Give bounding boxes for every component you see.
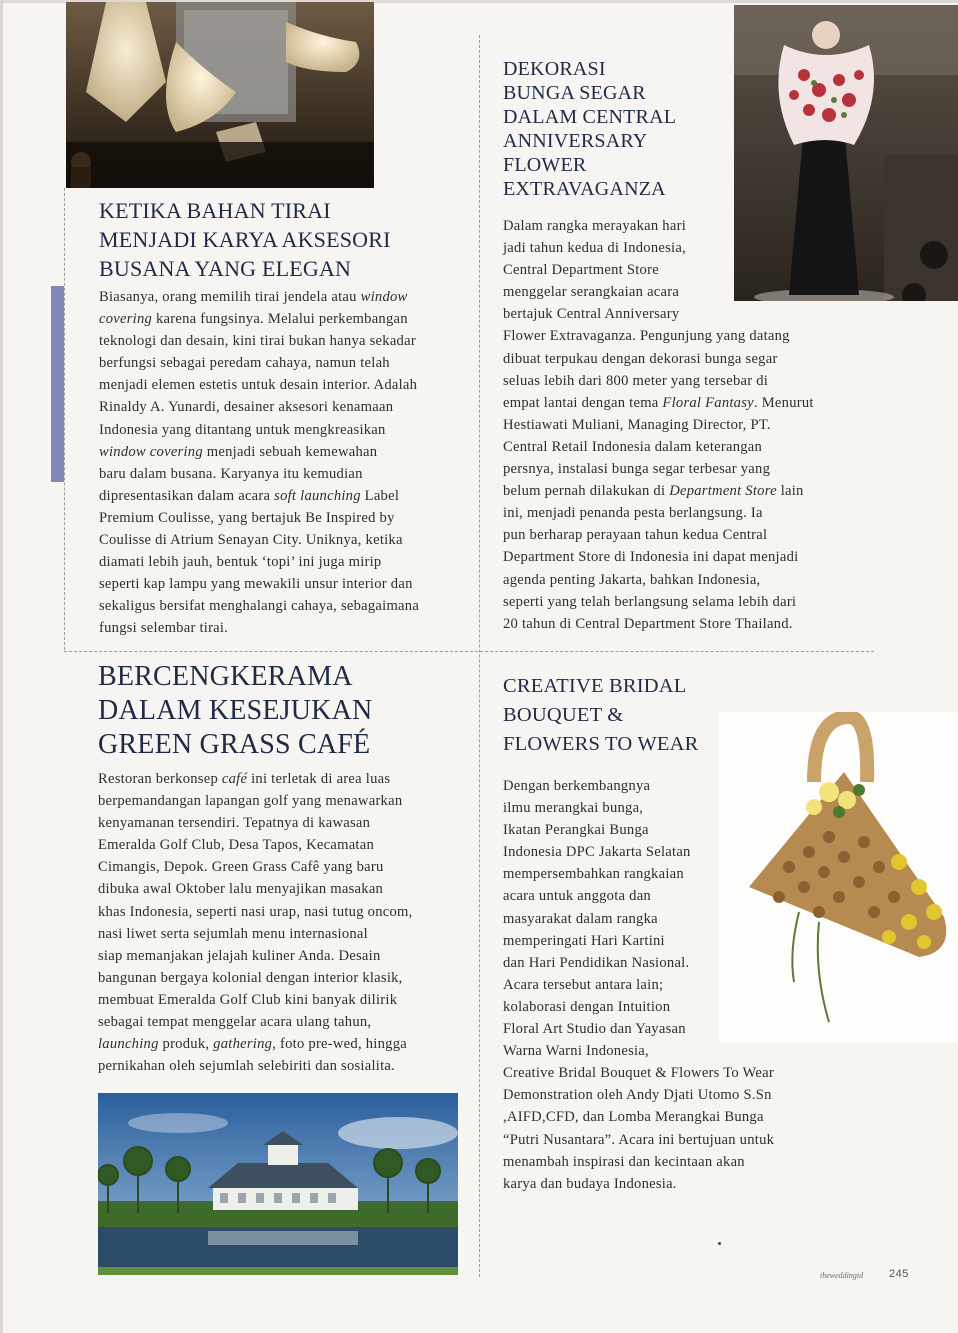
- text-line: ,AIFD,CFD, dan Lomba Merangkai Bunga: [503, 1109, 764, 1126]
- headline-line: FLOWERS TO WEAR: [503, 733, 699, 755]
- text-line: Biasanya, orang memilih tirai jendela atau window: [99, 289, 408, 305]
- text-line: teknologi dan desain, kini tirai bukan hanya sekadar: [99, 333, 416, 350]
- text-line: window covering menjadi sebuah kemewahan: [99, 443, 378, 460]
- text-line: sekaligus bersifat menghalangi cahaya, sebagaimana: [99, 598, 420, 615]
- body-tirai: [99, 286, 419, 640]
- text-line: khas Indonesia, seperti nasi urap, nasi tutug oncom,: [98, 903, 413, 920]
- headline-line: GREEN GRASS CAFÉ: [98, 729, 371, 760]
- text-line: acara untuk anggota dan: [503, 888, 651, 905]
- page-number: 245: [889, 1268, 909, 1280]
- text-line: Central Retail Indonesia dalam keterangan: [503, 438, 763, 455]
- headline-tirai: [99, 196, 459, 283]
- text-line: empat lantai dengan tema Floral Fantasy. Menurut: [503, 394, 814, 411]
- text-line: dan Hari Pendidikan Nasional.: [503, 954, 690, 971]
- text-line: dipresentasikan dalam acara soft launching Label: [99, 487, 400, 504]
- text-line: belum pernah dilakukan di Department Store lain: [503, 483, 804, 500]
- headline-line: FLOWER: [503, 154, 587, 176]
- headline-line: ANNIVERSARY: [503, 130, 648, 152]
- text-line: siap memanjakan jelajah kuliner Anda. Desain: [98, 947, 381, 964]
- text-line: menjadi elemen estetis untuk desain interior. Adalah: [99, 377, 418, 394]
- text-line: dibuat terpukau dengan dekorasi bunga segar: [503, 350, 778, 367]
- headline-green-grass: [98, 660, 458, 762]
- text-line: Restoran berkonsep café ini terletak di area luas: [98, 771, 391, 787]
- headline-bridal: [503, 672, 743, 759]
- text-line: Indonesia DPC Jakarta Selatan: [503, 844, 691, 861]
- text-line: Hestiawati Muliani, Managing Director, PT.: [503, 416, 771, 433]
- body-bridal: [503, 775, 774, 1195]
- text-line: bangunan bergaya kolonial dengan interior klasik,: [98, 969, 403, 986]
- text-line: Indonesia yang ditantang untuk mengkreasikan: [99, 421, 386, 438]
- headline-line: EXTRAVAGANZA: [503, 178, 666, 200]
- text-line: membuat Emeralda Golf Club kini banyak dilirik: [98, 991, 398, 1008]
- headline-line: CREATIVE BRIDAL: [503, 675, 687, 697]
- text-line: kolaborasi dengan Intuition: [503, 998, 671, 1015]
- left-edge: [0, 0, 3, 1333]
- headline-line: DEKORASI: [503, 58, 606, 80]
- italic-term: covering: [99, 311, 153, 328]
- text-line: Dalam rangka merayakan hari: [503, 218, 687, 234]
- headline-line: BERCENGKERAMA: [98, 661, 353, 692]
- text-line: berpemandangan lapangan golf yang menawarkan: [98, 793, 403, 810]
- text-line: Department Store di Indonesia ini dapat menjadi: [503, 549, 799, 566]
- text-line: mempersembahkan rangkaian: [503, 866, 684, 883]
- text-line: sebagai tempat menggelar acara ulang tahun,: [98, 1014, 372, 1031]
- text-line: Ikatan Perangkai Bunga: [503, 822, 649, 839]
- text-line: Dengan berkembangnya: [503, 778, 651, 794]
- text-line: Demonstration oleh Andy Djati Utomo S.Sn: [503, 1087, 772, 1104]
- headline-line: BUNGA SEGAR: [503, 82, 646, 104]
- text-line: agenda penting Jakarta, bahkan Indonesia,: [503, 571, 761, 588]
- text-line: baru dalam busana. Karyanya itu kemudian: [99, 465, 363, 482]
- italic-term: gathering: [213, 1036, 273, 1053]
- headline-line: DALAM CENTRAL: [503, 106, 677, 128]
- text-line: fungsi selembar tirai.: [99, 620, 229, 637]
- photo-green-grass-cafe: [98, 1093, 458, 1275]
- headline-line: KETIKA BAHAN TIRAI: [99, 198, 331, 223]
- text-line: Acara tersebut antara lain;: [503, 976, 664, 993]
- text-line: ini, menjadi penanda pesta berlangsung. Ia: [503, 505, 763, 522]
- italic-term: launching: [98, 1036, 159, 1053]
- text-line: 20 tahun di Central Department Store Thailand.: [503, 615, 793, 632]
- text-line: berfungsi sebagai peredam cahaya, namun telah: [99, 355, 390, 372]
- text-line: kenyamanan tersendiri. Tepatnya di kawasan: [98, 815, 371, 832]
- italic-term: café: [221, 771, 248, 787]
- text-line: Warna Warni Indonesia,: [503, 1043, 649, 1060]
- text-line: diamati lebih jauh, bentuk ‘topi’ ini juga mirip: [99, 554, 382, 571]
- text-line: bertajuk Central Anniversary: [503, 306, 680, 323]
- text-line: Premium Coulisse, yang bertajuk Be Inspired by: [99, 509, 395, 526]
- headline-line: BUSANA YANG ELEGAN: [99, 256, 352, 281]
- text-line: “Putri Nusantara”. Acara ini bertujuan untuk: [503, 1131, 775, 1148]
- text-line: Coulisse di Atrium Senayan City. Uniknya, ketika: [99, 532, 403, 549]
- italic-term: Department Store: [669, 483, 777, 500]
- text-line: Rinaldy A. Yunardi, desainer aksesori kenamaan: [99, 399, 394, 416]
- footer-brand: theweddingid: [820, 1271, 864, 1280]
- text-line: covering karena fungsinya. Melalui perkembangan: [99, 311, 408, 328]
- text-line: Central Department Store: [503, 262, 659, 279]
- text-line: memperingati Hari Kartini: [503, 932, 665, 949]
- text-line: Emeralda Golf Club, Desa Tapos, Kecamatan: [98, 837, 375, 854]
- body-green-grass: [98, 768, 413, 1077]
- text-line: karya dan budaya Indonesia.: [503, 1175, 677, 1192]
- text-line: masyarakat dalam rangka: [503, 910, 658, 927]
- italic-term: soft launching: [274, 487, 361, 504]
- accent-bar: [51, 286, 64, 482]
- text-line: nasi liwet serta sejumlah menu internasional: [98, 925, 368, 942]
- text-line: jadi tahun kedua di Indonesia,: [503, 240, 686, 257]
- italic-term: window: [360, 289, 408, 305]
- headline-line: BOUQUET &: [503, 704, 624, 726]
- headline-dekorasi: [503, 57, 723, 201]
- italic-term: Floral Fantasy: [662, 394, 754, 411]
- headline-line: DALAM KESEJUKAN: [98, 695, 373, 726]
- body-dekorasi: [503, 215, 814, 635]
- text-line: seperti yang telah berlangsung selama lebih dari: [503, 593, 797, 610]
- text-line: ilmu merangkai bunga,: [503, 800, 644, 817]
- decorative-dot: [718, 1242, 721, 1245]
- text-line: pun berharap perayaan tahun kedua Central: [503, 527, 768, 544]
- text-line: pernikahan oleh sejumlah selebiriti dan sosialita.: [98, 1058, 395, 1075]
- text-line: dibuka awal Oktober lalu menyajikan masakan: [98, 881, 384, 898]
- text-line: Creative Bridal Bouquet & Flowers To Wear: [503, 1065, 774, 1082]
- text-line: seluas lebih dari 800 meter yang tersebar di: [503, 372, 769, 389]
- text-line: Flower Extravaganza. Pengunjung yang datang: [503, 328, 790, 345]
- text-line: launching produk, gathering, foto pre-wed, hingga: [98, 1036, 407, 1053]
- photo-curtain-installation: [66, 2, 374, 188]
- row-rule: [64, 651, 874, 652]
- text-line: seperti kap lampu yang mewakili unsur interior dan: [99, 576, 413, 593]
- italic-term: window covering: [99, 443, 203, 460]
- column-rule-center: [479, 35, 480, 1277]
- text-line: persnya, instalasi bunga segar terbesar yang: [503, 461, 771, 478]
- text-line: menggelar serangkaian acara: [503, 284, 680, 301]
- text-line: menambah inspirasi dan kecintaan akan: [503, 1153, 745, 1170]
- headline-line: MENJADI KARYA AKSESORI: [99, 227, 391, 252]
- column-rule-left: [64, 188, 65, 650]
- text-line: Floral Art Studio dan Yayasan: [503, 1021, 686, 1038]
- text-line: Cimangis, Depok. Green Grass Cafê yang baru: [98, 859, 384, 876]
